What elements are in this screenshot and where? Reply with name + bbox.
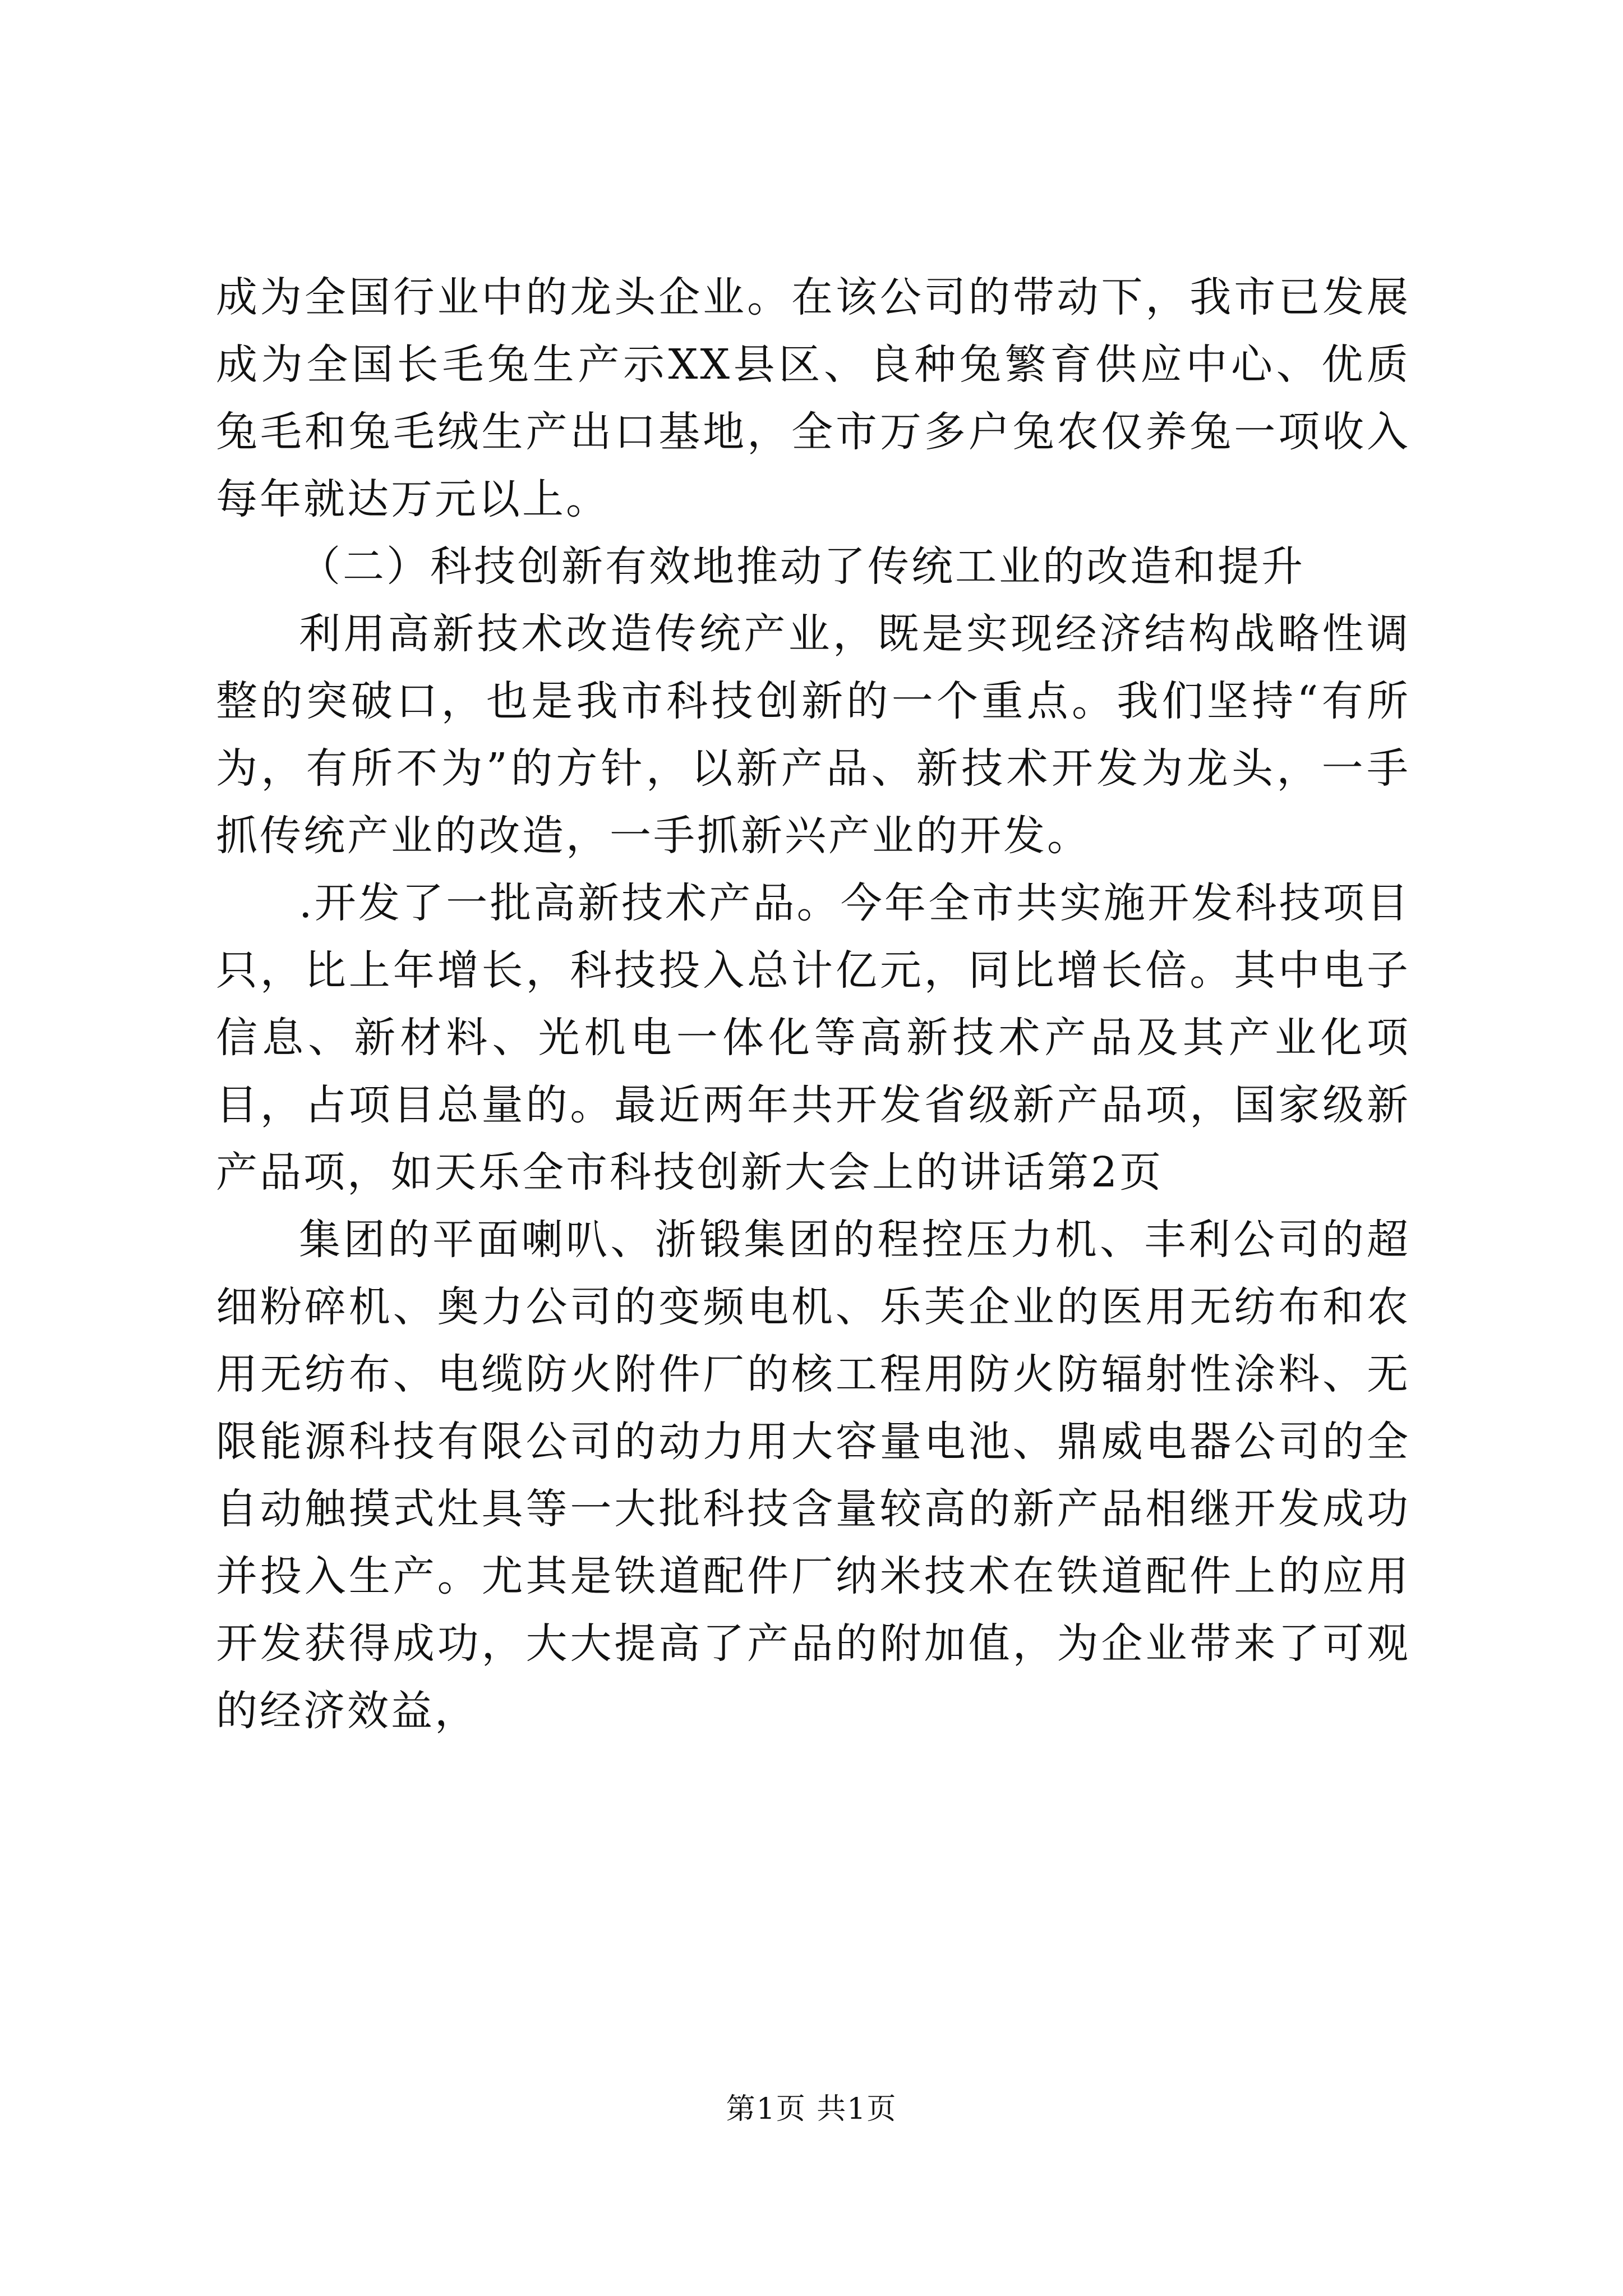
paragraph-5: 集团的平面喇叭、浙锻集团的程控压力机、丰利公司的超细粉碎机、奥力公司的变频电机、乐芙企业的医用无纺布和农用无纺布、电缆防火附件厂的核工程用防火防辐射性涂料、无限能源科技有限公司的动力用大容量电池、鼎威电器公司的全自动触摸式灶具等一大批科技含量较高的新产品相继开发成功并投入生产。尤其是铁道配件厂纳米技术在铁道配件上的应用开发获得成功，大大提高了产品的附加值，为企业带来了可观的经济效益， [216, 1216, 1410, 1735]
section-heading: （二）科技创新有效地推动了传统工业的改造和提升 [299, 542, 1305, 591]
page-footer: 第1页 共1页 [726, 2092, 897, 2126]
paragraph-3: 利用高新技术改造传统产业，既是实现经济结构战略性调整的突破口，也是我市科技创新的一个重点。我们坚持“有所为，有所不为”的方针，以新产品、新技术开发为龙头，一手抓传统产业的改造，一手抓新兴产业的开发。 [216, 610, 1410, 860]
paragraph-1: 成为全国行业中的龙头企业。在该公司的带动下，我市已发展成为全国长毛兔生产示XX县区、良种兔繁育供应中心、优质兔毛和兔毛绒生产出口基地，全市万多户兔农仅养兔一项收入每年就达万元以上。 [216, 273, 1410, 523]
paragraph-4: .开发了一批高新技术产品。今年全市共实施开发科技项目只，比上年增长，科技投入总计亿元，同比增长倍。其中电子信息、新材料、光机电一体化等高新技术产品及其产业化项目，占项目总量的。最近两年共开发省级新产品项，国家级新产品项，如天乐全市科技创新大会上的讲话第2页 [216, 879, 1410, 1197]
document-body [216, 264, 1410, 1745]
